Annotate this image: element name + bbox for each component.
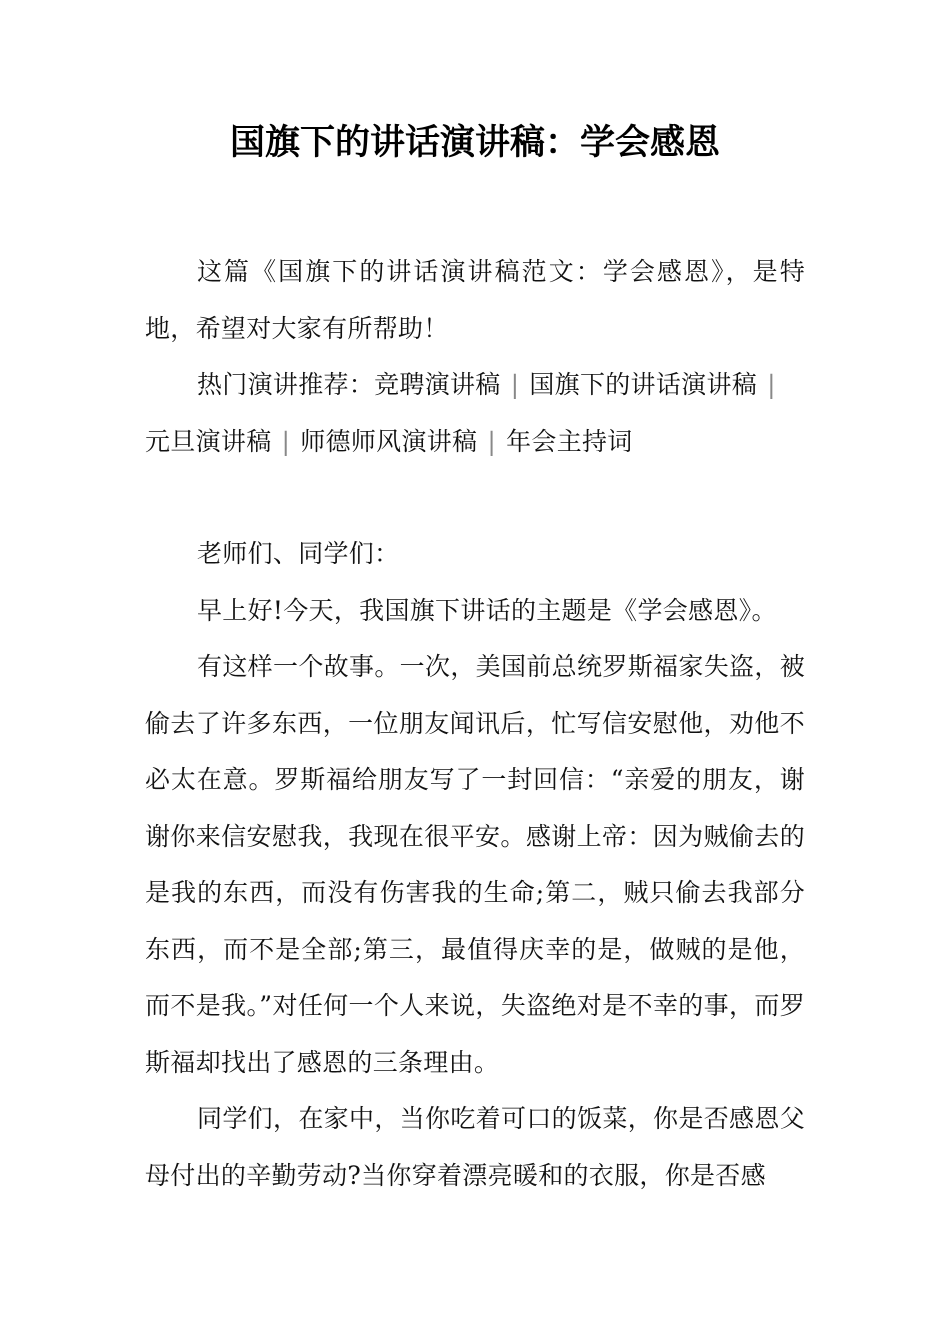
separator: |	[767, 370, 776, 399]
link-teacher-ethics-speech[interactable]: 师德师风演讲稿	[300, 426, 478, 456]
closing-paragraph: 同学们，在家中，当你吃着可口的饭菜，你是否感恩父母付出的辛勤劳动?当你穿着漂亮暖和的衣服，你是否感	[145, 1104, 805, 1190]
document-body	[145, 244, 805, 1204]
separator: |	[510, 370, 520, 399]
opening-paragraph: 早上好!今天，我国旗下讲话的主题是《学会感恩》。	[197, 595, 777, 625]
link-annual-meeting-host[interactable]: 年会主持词	[506, 426, 633, 456]
link-flag-speech[interactable]: 国旗下的讲话演讲稿	[529, 370, 758, 399]
separator: |	[487, 426, 497, 456]
intro-paragraph: 这篇《国旗下的讲话演讲稿范文：学会感恩》，是特地，希望对大家有所帮助！	[145, 257, 805, 343]
recommend-links	[145, 357, 805, 470]
document-title: 国旗下的讲话演讲稿：学会感恩	[229, 123, 720, 163]
paragraph-gap	[145, 470, 805, 526]
greeting-paragraph: 老师们、同学们：	[197, 539, 400, 568]
link-new-year-speech[interactable]: 元旦演讲稿	[145, 426, 272, 456]
separator: |	[281, 426, 291, 456]
link-campaign-speech[interactable]: 竞聘演讲稿	[374, 370, 501, 399]
recommend-label: 热门演讲推荐：	[197, 370, 375, 399]
story-paragraph: 有这样一个故事。一次，美国前总统罗斯福家失盗，被偷去了许多东西，一位朋友闻讯后，忙写信安慰他，劝他不必太在意。罗斯福给朋友写了一封回信：“亲爱的朋友，谢谢你来信安慰我，我现在很平安。感谢上帝：因为贼偷去的是我的东西，而没有伤害我的生命;第二，贼只偷去我部分东西，而不是全部;第三，最值得庆幸的是，做贼的是他，而不是我。”对任何一个人来说，失盗绝对是不幸的事，而罗斯福却找出了感恩的三条理由。	[145, 652, 805, 1077]
